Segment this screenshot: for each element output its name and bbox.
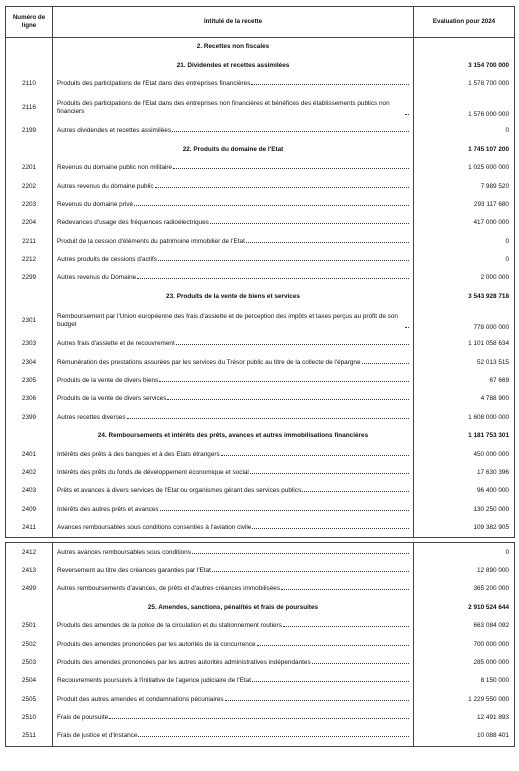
dot-leader [176,343,409,345]
revenue-label-cell [53,691,414,709]
revenue-label: Produits de la vente de divers services [57,395,167,403]
amount: 365 200 000 [414,580,515,598]
section-code-cell [6,599,53,617]
amount: 1 101 058 634 [414,335,515,353]
line-number: 2413 [6,562,53,580]
revenue-label: Redevances d'usage des fréquences radioélectriques [57,219,209,227]
dot-leader [127,417,409,419]
amount: 1 578 700 000 [414,75,515,93]
revenue-label-cell [53,543,414,562]
amount: 8 150 000 [414,672,515,690]
amount: 285 000 000 [414,654,515,672]
revenue-label-cell [53,306,414,335]
header-evaluation-2024: Evaluation pour 2024 [414,7,515,38]
table-row [6,617,515,635]
line-number: 2301 [6,306,53,335]
table-row [6,672,515,690]
table-row [6,306,515,335]
section-row [6,56,515,74]
table-row [6,233,515,251]
revenue-label-cell [53,635,414,653]
table-row [6,727,515,746]
revenue-label-cell [53,501,414,519]
amount: 663 084 092 [414,617,515,635]
line-number: 2403 [6,482,53,500]
revenue-label: Intérêts des prêts à des banques et à des Etats étrangers [57,450,220,458]
revenue-label-cell [53,122,414,140]
section-code-cell [6,427,53,445]
table-row [6,177,515,195]
revenue-label-cell [53,672,414,690]
line-number: 2511 [6,727,53,746]
dot-leader [137,277,409,279]
table-row [6,372,515,390]
revenue-table [5,6,515,747]
line-number: 2303 [6,335,53,353]
amount: 0 [414,233,515,251]
line-number: 2401 [6,445,53,463]
revenue-label: Autres remboursements d'avances, de prêts et d'autres créances immobilisées [57,585,281,593]
revenue-label: Remboursement par l'Union européenne des frais d'assiette et de perception des impôts et taxes perçus au profit de son budget [57,312,398,328]
revenue-label-cell [53,214,414,232]
amount: 0 [414,122,515,140]
table-row [6,159,515,177]
revenue-label-cell [53,93,414,122]
line-number: 2199 [6,122,53,140]
table-row [6,562,515,580]
amount: 7 989 520 [414,177,515,195]
revenue-label: Autres avances remboursables sous conditions [57,548,191,556]
dot-leader [172,130,409,132]
revenue-label: Autres revenus du domaine public [57,182,154,190]
dot-leader [192,552,409,554]
amount: 700 000 000 [414,635,515,653]
dot-leader [250,472,409,474]
section-total: 3 543 928 718 [414,288,515,306]
table-row [6,251,515,269]
dot-leader [138,735,409,737]
amount: 12 890 000 [414,562,515,580]
table-row [6,409,515,427]
table-row [6,635,515,653]
revenue-label-cell [53,372,414,390]
revenue-label: Produit des autres amendes et condamnations pécuniaires [57,695,224,703]
amount: 450 000 000 [414,445,515,463]
amount: 130 250 000 [414,501,515,519]
amount: 1 025 000 000 [414,159,515,177]
revenue-label-cell [53,445,414,463]
dot-leader [134,204,409,206]
section-code-cell [6,56,53,74]
table-row [6,691,515,709]
dot-leader [109,717,409,719]
revenue-label: Produit de la cession d'éléments du patrimoine immobilier de l'Etat [57,237,245,245]
table-row [6,709,515,727]
dot-leader [362,362,409,364]
amount: 1 608 000 000 [414,409,515,427]
revenue-label: Produits des amendes de la police de la circulation et du stationnement routiers [57,622,282,630]
revenue-label: Rémunération des prestations assurées par les services du Trésor public au titre de la collecte de l'épargne [57,358,361,366]
section-total: 1 181 753 301 [414,427,515,445]
revenue-label-cell [53,464,414,482]
section-row [6,288,515,306]
table-row [6,445,515,463]
revenue-label: Produits des participations de l'Etat dans des entreprises financières [57,79,251,87]
revenue-label: Revenus du domaine privé [57,200,134,208]
revenue-label-cell [53,580,414,598]
line-number: 2412 [6,543,53,562]
revenue-label: Autres frais d'assiette et de recouvrement [57,340,175,348]
revenue-label-cell [53,390,414,408]
line-number: 2201 [6,159,53,177]
revenue-label-cell [53,482,414,500]
dot-leader [155,186,409,188]
header-line-number: Numéro de ligne [6,7,53,38]
line-number: 2510 [6,709,53,727]
dot-leader [221,454,409,456]
dot-leader [212,570,409,572]
section-code-cell [6,141,53,159]
amount: 1 229 550 000 [414,691,515,709]
dot-leader [225,699,409,701]
dot-leader [257,644,409,646]
amount: 96 400 000 [414,482,515,500]
revenue-label: Produits des participations de l'Etat dans des entreprises non financières et bénéfices des établissements publics non financiers [57,99,390,115]
line-number: 2505 [6,691,53,709]
table-row [6,75,515,93]
amount: 109 382 905 [414,519,515,538]
amount: 778 000 000 [414,306,515,335]
section-total: 3 154 700 000 [414,56,515,74]
revenue-label-cell [53,709,414,727]
line-number: 2211 [6,233,53,251]
revenue-label-cell [53,159,414,177]
revenue-label-cell [53,654,414,672]
dot-leader [159,380,409,382]
line-number: 2499 [6,580,53,598]
section-title: 22. Produits du domaine de l'Etat [53,141,414,159]
table-row [6,269,515,287]
amount: 2 000 000 [414,269,515,287]
section-title: 25. Amendes, sanctions, pénalités et frais de poursuites [53,599,414,617]
revenue-label-cell [53,409,414,427]
dot-leader [252,680,409,682]
table-row [6,353,515,371]
dot-leader [405,113,409,115]
dot-leader [283,625,409,627]
line-number: 2204 [6,214,53,232]
line-number: 2306 [6,390,53,408]
header-revenue-title: Intitulé de la recette [53,7,414,38]
dot-leader [312,662,409,664]
dot-leader [252,527,409,529]
table-header [6,7,515,38]
section-title: 2. Recettes non fiscales [53,38,414,57]
table-row [6,464,515,482]
dot-leader [281,588,409,590]
revenue-label: Prêts et avances à divers services de l'Etat ou organismes gérant des services publics [57,487,302,495]
line-number: 2212 [6,251,53,269]
line-number: 2411 [6,519,53,538]
dot-leader [210,222,409,224]
revenue-label-cell [53,75,414,93]
section-total [414,38,515,57]
section-row [6,38,515,57]
line-number: 2110 [6,75,53,93]
amount: 67 669 [414,372,515,390]
line-number: 2304 [6,353,53,371]
section-code-cell [6,288,53,306]
dot-leader [405,326,409,328]
section-title: 24. Remboursements et intérêts des prêts, avances et autres immobilisations financières [53,427,414,445]
revenue-label: Recouvrements poursuivis à l'initiative de l'agence judiciaire de l'Etat [57,677,252,685]
dot-leader [302,490,409,492]
line-number: 2399 [6,409,53,427]
dot-leader [160,509,409,511]
line-number: 2504 [6,672,53,690]
table-row [6,482,515,500]
line-number: 2503 [6,654,53,672]
revenue-label: Produits des amendes prononcées par les autres autorités administratives indépendantes [57,658,311,666]
dot-leader [167,398,409,400]
line-number: 2305 [6,372,53,390]
revenue-label-cell [53,269,414,287]
amount: 17 630 396 [414,464,515,482]
revenue-label: Autres recettes diverses [57,413,126,421]
line-number: 2502 [6,635,53,653]
line-number: 2409 [6,501,53,519]
section-total: 1 745 107 200 [414,141,515,159]
revenue-label-cell [53,196,414,214]
table-row [6,214,515,232]
revenue-label: Intérêts des autres prêts et avances [57,505,159,513]
section-title: 21. Dividendes et recettes assimilées [53,56,414,74]
revenue-label-cell [53,562,414,580]
line-number: 2202 [6,177,53,195]
section-row [6,427,515,445]
revenue-label: Produits de la vente de divers biens [57,377,159,385]
amount: 4 788 900 [414,390,515,408]
amount: 10 088 401 [414,727,515,746]
revenue-label-cell [53,617,414,635]
amount: 417 000 000 [414,214,515,232]
table-row [6,122,515,140]
revenue-label-cell [53,519,414,538]
line-number: 2299 [6,269,53,287]
dot-leader [173,167,409,169]
table-row [6,519,515,538]
revenue-label: Avances remboursables sous conditions consenties à l'aviation civile [57,524,252,532]
revenue-label: Frais de justice et d'instance [57,732,138,740]
section-code-cell [6,38,53,57]
revenue-label-cell [53,335,414,353]
revenue-label-cell [53,177,414,195]
revenue-label-cell [53,233,414,251]
amount: 52 013 515 [414,353,515,371]
revenue-label: Reversement au titre des créances garanties par l'Etat [57,566,211,574]
table-row [6,543,515,562]
table-row [6,501,515,519]
revenue-label-cell [53,353,414,371]
dot-leader [246,241,409,243]
amount: 0 [414,543,515,562]
table-row [6,654,515,672]
revenue-label: Intérêts des prêts du fonds de développement économique et social [57,469,249,476]
table-row [6,196,515,214]
revenue-label: Autres produits de cessions d'actifs [57,256,157,264]
revenue-label-cell [53,727,414,746]
amount: 1 576 000 000 [414,93,515,122]
line-number: 2501 [6,617,53,635]
line-number: 2402 [6,464,53,482]
line-number: 2116 [6,93,53,122]
section-row [6,599,515,617]
revenue-label: Autres dividendes et recettes assimilées [57,127,172,135]
table-row [6,93,515,122]
table-row [6,580,515,598]
section-total: 2 910 524 644 [414,599,515,617]
revenue-label: Produits des amendes prononcées par les autorités de la concurrence [57,640,256,648]
table-row [6,390,515,408]
section-title: 23. Produits de la vente de biens et services [53,288,414,306]
revenue-label-cell [53,251,414,269]
amount: 0 [414,251,515,269]
section-row [6,141,515,159]
revenue-label: Revenus du domaine public non militaire [57,164,173,172]
table-row [6,335,515,353]
revenue-label: Autres revenus du Domaine [57,274,137,282]
dot-leader [251,83,409,85]
revenue-label: Frais de poursuite [57,714,109,722]
table-body [6,38,515,747]
budget-table-page [5,6,514,747]
dot-leader [158,259,409,261]
amount: 293 117 680 [414,196,515,214]
amount: 12 491 893 [414,709,515,727]
line-number: 2203 [6,196,53,214]
